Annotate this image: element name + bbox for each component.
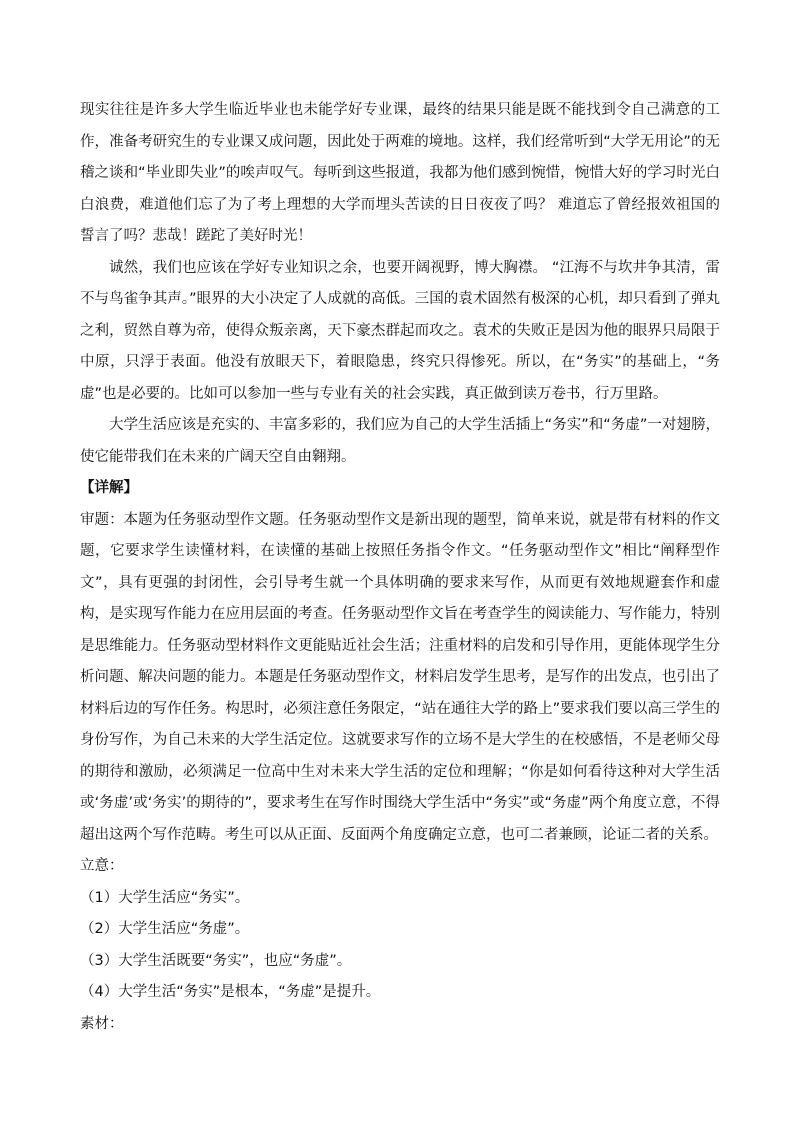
essay-paragraph-3: 大学生活应该是充实的、丰富多彩的，我们应为自己的大学生活插上“务实”和“务虚”一对翅膀，使它能带我们在未来的广阔天空自由翱翔。 bbox=[80, 417, 720, 465]
idea-item-3: （3）大学生活既要“务实”，也应“务虚”。 bbox=[80, 952, 352, 969]
analysis-paragraph: 审题：本题为任务驱动型作文题。任务驱动型作文是新出现的题型，简单来说，就是带有材料的作文题，它要求学生读懂材料，在读懂的基础上按照任务指令作文。“任务驱动型作文”相比“阐释型作文”，具有更强的封闭性，会引导考生就一个具体明确的要求来写作，从而更有效地规避套作和虚构，是实现写作能力在应用层面的考查。任务驱动型作文旨在考查学生的阅读能力、写作能力，特别是思维能力。任务驱动型材料作文更能贴近社会生活；注重材料的启发和引导作用，更能体现学生分析问题、解决问题的能力。本题是任务驱动型作文，材料启发学生思考，是写作的出发点，也引出了材料后边的写作任务。构思时，必须注意任务限定，“站在通往大学的路上”要求我们要以高三学生的身份写作，为自己未来的大学生活定位。这就要求写作的立场不是大学生的在校感悟，不是老师父母的期待和激励，必须满足一位高中生对未来大学生活的定位和理解；“你是如何看待这种对大学生活或‘务虚’或‘务实’的期待的”，要求考生在写作时围绕大学生活中“务实”或“务虚”两个角度立意，不得超出这两个写作范畴。考生可以从正面、反面两个角度确定立意，也可二者兼顾，论证二者的关系。 bbox=[80, 511, 720, 843]
document-body bbox=[80, 95, 720, 1040]
detail-heading: 【详解】 bbox=[80, 480, 138, 496]
ideas-label: 立意： bbox=[80, 858, 124, 874]
idea-item-2: （2）大学生活应“务虚”。 bbox=[80, 921, 250, 937]
idea-item-4: （4）大学生活“务实”是根本，“务虚”是提升。 bbox=[80, 984, 381, 1000]
essay-paragraph-1: 现实往往是许多大学生临近毕业也未能学好专业课，最终的结果只能是既不能找到令自己满意的工作，准备考研究生的专业课又成问题，因此处于两难的境地。这样，我们经常听到“大学无用论”的无稽之谈和“毕业即失业”的唉声叹气。每听到这些报道，我都为他们感到惋惜，惋惜大好的学习时光白白浪费，难道他们忘了为了考上理想的大学而埋头苦读的日日夜夜了吗？ 难道忘了曾经报效祖国的誓言了吗？悲哉！蹉跎了美好时光！ bbox=[80, 102, 720, 244]
idea-item-1: （1）大学生活应“务实”。 bbox=[80, 889, 250, 906]
materials-label: 素材： bbox=[80, 1015, 124, 1032]
essay-paragraph-2: 诚然，我们也应该在学好专业知识之余，也要开阔视野，博大胸襟。 “江海不与坎井争其清，雷不与鸟雀争其声。”眼界的大小决定了人成就的高低。三国的袁术固然有极深的心机，却只看到了弹丸之利，贸然自尊为帝，使得众叛亲离，天下豪杰群起而攻之。袁术的失败正是因为他的眼界只局限于中原，只浮于表面。他没有放眼天下，着眼隐患，终究只得惨死。所以，在“务实”的基础上，“务虚”也是必要的。比如可以参加一些与专业有关的社会实践，真正做到读万卷书，行万里路。 bbox=[80, 259, 720, 402]
